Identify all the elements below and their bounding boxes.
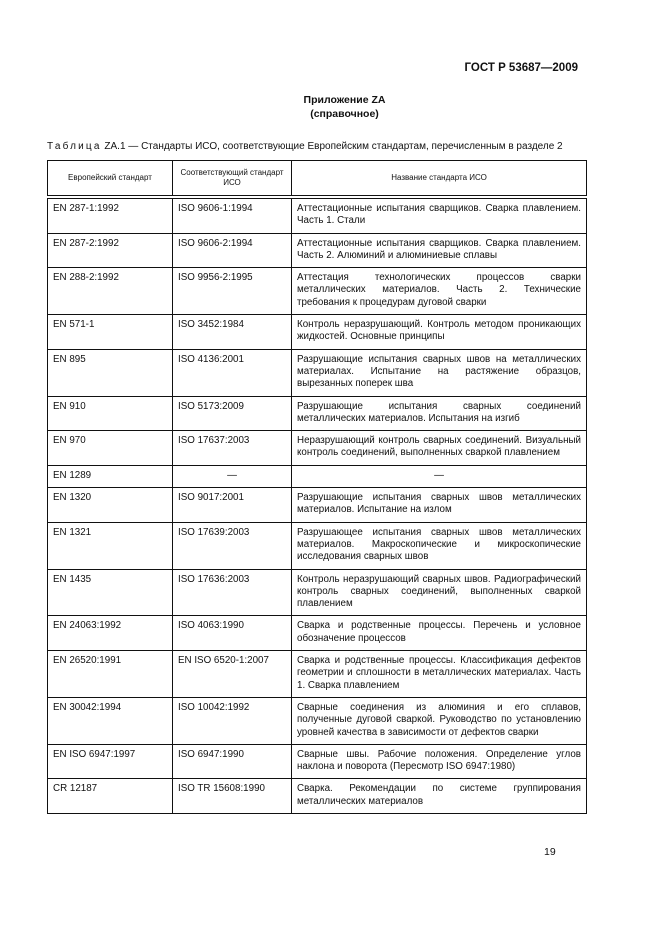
header-iso-title: Название стандарта ИСО bbox=[292, 161, 587, 198]
table-caption-text: ZA.1 — Стандарты ИСО, соответствующие Европейским стандартам, перечисленным в разделе 2 bbox=[104, 141, 563, 152]
cell-iso-title: Аттестация технологических процессов сварки металлических материалов. Часть 2. Технические требования к процедурам дуговой сварки bbox=[292, 268, 587, 315]
table-row bbox=[48, 744, 587, 779]
table-row bbox=[48, 651, 587, 698]
cell-iso-standard: ISO 3452:1984 bbox=[173, 315, 292, 350]
table-row bbox=[48, 697, 587, 744]
table-row bbox=[48, 569, 587, 616]
table-row bbox=[48, 396, 587, 431]
standard-code: ГОСТ Р 53687—2009 bbox=[464, 62, 578, 74]
cell-iso-standard: ISO 6947:1990 bbox=[173, 744, 292, 779]
cell-european-standard: EN 910 bbox=[48, 396, 173, 431]
table-header-row bbox=[48, 161, 587, 198]
table-row bbox=[48, 616, 587, 651]
cell-european-standard: EN 895 bbox=[48, 349, 173, 396]
cell-iso-standard: ISO 4136:2001 bbox=[173, 349, 292, 396]
cell-iso-title: — bbox=[292, 465, 587, 487]
annex-subtitle: (справочное) bbox=[310, 108, 379, 120]
annex-heading bbox=[0, 93, 661, 121]
cell-iso-standard: — bbox=[173, 465, 292, 487]
table-row bbox=[48, 522, 587, 569]
cell-iso-title: Сварка и родственные процессы. Классификация дефектов геометрии и сплошности в металлических материалах. Часть 1. Сварка плавлением bbox=[292, 651, 587, 698]
cell-european-standard: EN 288-2:1992 bbox=[48, 268, 173, 315]
cell-european-standard: EN ISO 6947:1997 bbox=[48, 744, 173, 779]
cell-european-standard: EN 571-1 bbox=[48, 315, 173, 350]
cell-iso-title: Разрушающие испытания сварных соединений металлических материалов. Испытания на изгиб bbox=[292, 396, 587, 431]
table-caption bbox=[47, 141, 563, 152]
cell-european-standard: EN 970 bbox=[48, 431, 173, 466]
cell-european-standard: EN 24063:1992 bbox=[48, 616, 173, 651]
cell-european-standard: EN 30042:1994 bbox=[48, 697, 173, 744]
cell-european-standard: CR 12187 bbox=[48, 779, 173, 814]
cell-iso-title: Сварные соединения из алюминия и его сплавов, полученные дуговой сваркой. Руководство по установлению уровней качества в зависимости от дефектов сварки bbox=[292, 697, 587, 744]
cell-iso-title: Аттестационные испытания сварщиков. Сварка плавлением. Часть 2. Алюминий и алюминиевые сплавы bbox=[292, 233, 587, 268]
table-caption-word: Таблица bbox=[47, 141, 102, 152]
header-european-standard: Европейский стандарт bbox=[48, 161, 173, 198]
cell-european-standard: EN 287-1:1992 bbox=[48, 197, 173, 233]
cell-iso-title: Сварка и родственные процессы. Перечень и условное обозначение процессов bbox=[292, 616, 587, 651]
cell-european-standard: EN 1320 bbox=[48, 488, 173, 523]
cell-iso-title: Разрушающее испытания сварных швов металлических материалов. Макроскопические и микроскопические исследования сварных швов bbox=[292, 522, 587, 569]
cell-iso-title: Сварные швы. Рабочие положения. Определение углов наклона и поворота (Пересмотр ISO 6947:1980) bbox=[292, 744, 587, 779]
cell-iso-title: Контроль неразрушающий сварных швов. Радиографический контроль сварных соединений, выполненных сваркой плавлением bbox=[292, 569, 587, 616]
cell-iso-standard: ISO 9606-1:1994 bbox=[173, 197, 292, 233]
table-row bbox=[48, 349, 587, 396]
cell-iso-standard: ISO TR 15608:1990 bbox=[173, 779, 292, 814]
standards-table bbox=[47, 160, 587, 814]
cell-iso-standard: ISO 10042:1992 bbox=[173, 697, 292, 744]
cell-iso-title: Разрушающие испытания сварных швов металлических материалов. Испытание на излом bbox=[292, 488, 587, 523]
cell-iso-standard: ISO 9956-2:1995 bbox=[173, 268, 292, 315]
table-row bbox=[48, 315, 587, 350]
cell-iso-title: Аттестационные испытания сварщиков. Сварка плавлением. Часть 1. Стали bbox=[292, 197, 587, 233]
cell-iso-standard: ISO 9017:2001 bbox=[173, 488, 292, 523]
cell-iso-standard: ISO 17637:2003 bbox=[173, 431, 292, 466]
cell-iso-standard: ISO 5173:2009 bbox=[173, 396, 292, 431]
table-row bbox=[48, 431, 587, 466]
cell-iso-title: Разрушающие испытания сварных швов на металлических материалах. Испытание на растяжение образцов, вырезанных поперек шва bbox=[292, 349, 587, 396]
cell-iso-standard: ISO 9606-2:1994 bbox=[173, 233, 292, 268]
cell-european-standard: EN 287-2:1992 bbox=[48, 233, 173, 268]
table-body bbox=[48, 197, 587, 813]
table-row bbox=[48, 197, 587, 233]
cell-iso-standard: EN ISO 6520-1:2007 bbox=[173, 651, 292, 698]
cell-european-standard: EN 1321 bbox=[48, 522, 173, 569]
cell-iso-title: Сварка. Рекомендации по системе группирования металлических материалов bbox=[292, 779, 587, 814]
cell-iso-standard: ISO 17636:2003 bbox=[173, 569, 292, 616]
cell-european-standard: EN 1435 bbox=[48, 569, 173, 616]
table-row bbox=[48, 488, 587, 523]
table-row bbox=[48, 465, 587, 487]
table-row bbox=[48, 779, 587, 814]
table-row bbox=[48, 268, 587, 315]
cell-iso-standard: ISO 4063:1990 bbox=[173, 616, 292, 651]
cell-iso-title: Неразрушающий контроль сварных соединений. Визуальный контроль соединений, выполненных сваркой плавлением bbox=[292, 431, 587, 466]
cell-european-standard: EN 26520:1991 bbox=[48, 651, 173, 698]
page-number: 19 bbox=[544, 846, 556, 858]
header-iso-standard: Соответствующий стандарт ИСО bbox=[173, 161, 292, 198]
cell-iso-title: Контроль неразрушающий. Контроль методом проникающих жидкостей. Основные принципы bbox=[292, 315, 587, 350]
annex-title: Приложение ZA bbox=[303, 94, 386, 106]
cell-iso-standard: ISO 17639:2003 bbox=[173, 522, 292, 569]
table-row bbox=[48, 233, 587, 268]
cell-european-standard: EN 1289 bbox=[48, 465, 173, 487]
